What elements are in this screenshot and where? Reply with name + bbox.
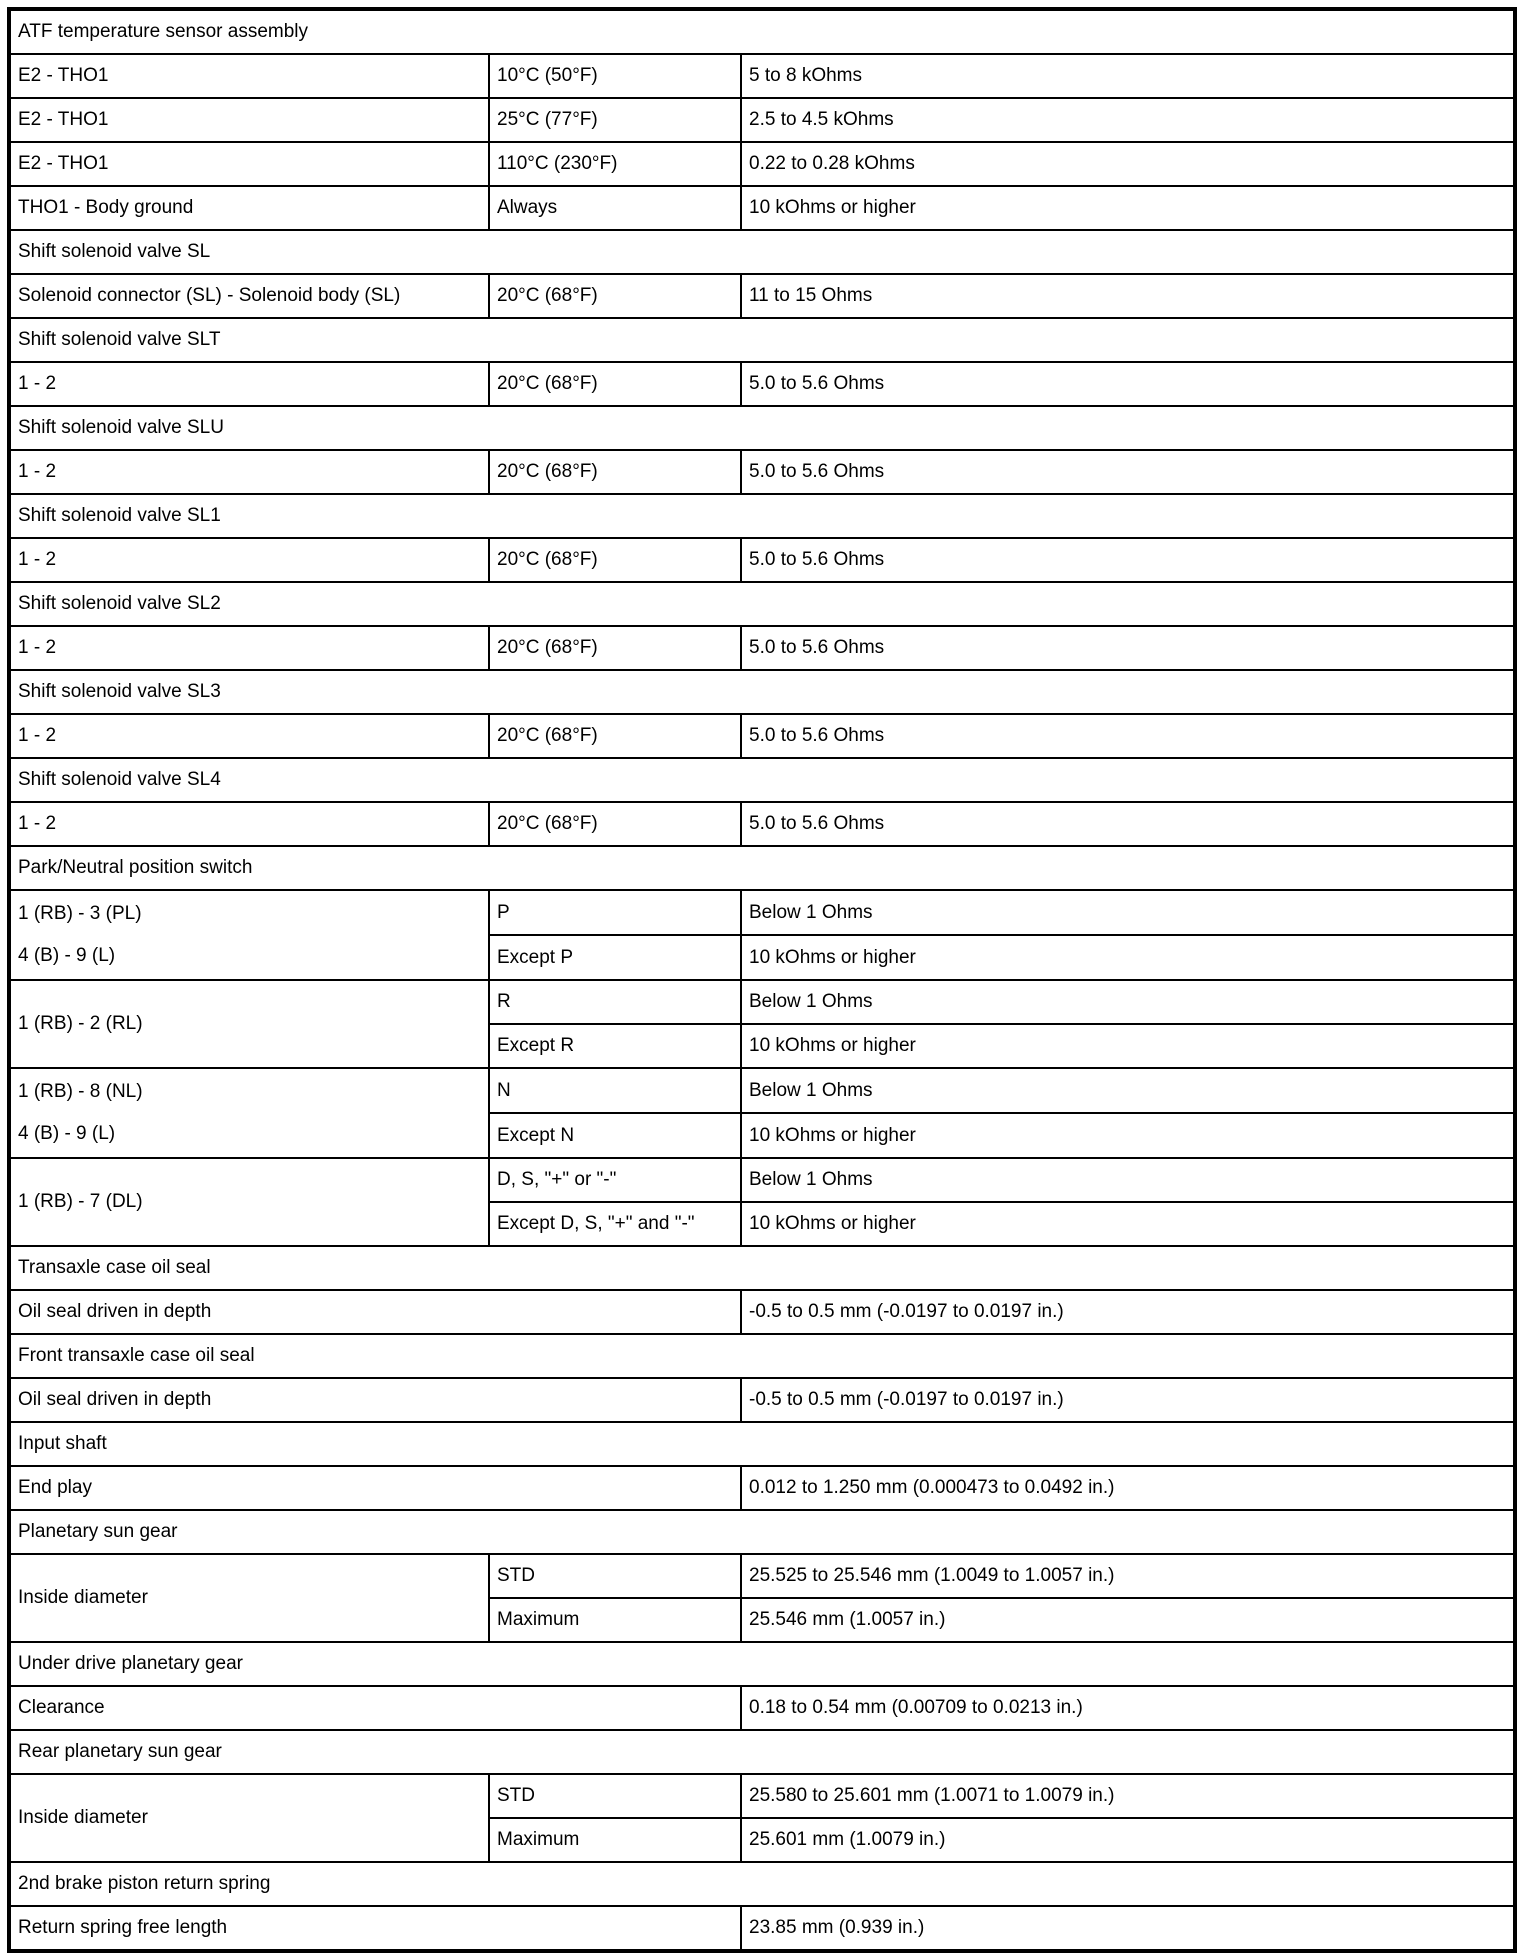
section-title-cell: Planetary sun gear	[9, 1510, 1515, 1554]
spec-cell: 0.012 to 1.250 mm (0.000473 to 0.0492 in.)	[741, 1466, 1515, 1510]
spec-cell: -0.5 to 0.5 mm (-0.0197 to 0.0197 in.)	[741, 1378, 1515, 1422]
section-title-cell: 2nd brake piston return spring	[9, 1862, 1515, 1906]
spec-cell: 1 - 2	[9, 626, 489, 670]
spec-cell: Except R	[489, 1024, 741, 1068]
spec-cell: 0.22 to 0.28 kOhms	[741, 142, 1515, 186]
spec-row	[9, 274, 1515, 318]
spec-cell-line: 4 (B) - 9 (L)	[18, 1123, 116, 1145]
spec-cell	[9, 1068, 489, 1158]
spec-cell: 10 kOhms or higher	[741, 1024, 1515, 1068]
spec-cell: Inside diameter	[9, 1554, 489, 1642]
spec-cell: 20°C (68°F)	[489, 714, 741, 758]
spec-cell	[9, 890, 489, 980]
spec-cell: 20°C (68°F)	[489, 538, 741, 582]
spec-cell: THO1 - Body ground	[9, 186, 489, 230]
spec-cell: Except N	[489, 1113, 741, 1158]
spec-row	[9, 142, 1515, 186]
section-title-cell: Input shaft	[9, 1422, 1515, 1466]
spec-row	[9, 980, 1515, 1024]
spec-cell: 1 - 2	[9, 802, 489, 846]
spec-cell: 2.5 to 4.5 kOhms	[741, 98, 1515, 142]
spec-cell: Solenoid connector (SL) - Solenoid body (SL)	[9, 274, 489, 318]
spec-cell: Below 1 Ohms	[741, 1158, 1515, 1202]
section-row	[9, 9, 1515, 54]
spec-cell: 1 (RB) - 7 (DL)	[9, 1158, 489, 1246]
spec-row	[9, 802, 1515, 846]
spec-cell: 25.546 mm (1.0057 in.)	[741, 1598, 1515, 1642]
spec-cell: 1 - 2	[9, 362, 489, 406]
spec-cell: 5.0 to 5.6 Ohms	[741, 714, 1515, 758]
spec-cell: Below 1 Ohms	[741, 890, 1515, 935]
spec-cell: 5.0 to 5.6 Ohms	[741, 802, 1515, 846]
section-row	[9, 1422, 1515, 1466]
section-title-cell: Front transaxle case oil seal	[9, 1334, 1515, 1378]
spec-cell: Below 1 Ohms	[741, 980, 1515, 1024]
section-row	[9, 1862, 1515, 1906]
spec-row	[9, 362, 1515, 406]
section-row	[9, 758, 1515, 802]
spec-cell: 20°C (68°F)	[489, 362, 741, 406]
spec-cell: Oil seal driven in depth	[9, 1290, 741, 1334]
section-title-cell: Shift solenoid valve SL2	[9, 582, 1515, 626]
spec-cell-line: 1 (RB) - 3 (PL)	[18, 903, 142, 925]
spec-cell: 25.525 to 25.546 mm (1.0049 to 1.0057 in.)	[741, 1554, 1515, 1598]
spec-row	[9, 186, 1515, 230]
section-title-cell: Transaxle case oil seal	[9, 1246, 1515, 1290]
section-title-cell: Shift solenoid valve SL1	[9, 494, 1515, 538]
spec-cell: 10 kOhms or higher	[741, 186, 1515, 230]
spec-cell-line: 4 (B) - 9 (L)	[18, 945, 116, 967]
spec-cell: Clearance	[9, 1686, 741, 1730]
section-row	[9, 1730, 1515, 1774]
section-row	[9, 582, 1515, 626]
spec-row	[9, 626, 1515, 670]
spec-cell: 25.580 to 25.601 mm (1.0071 to 1.0079 in.)	[741, 1774, 1515, 1818]
section-title-cell: Shift solenoid valve SL3	[9, 670, 1515, 714]
section-row	[9, 1246, 1515, 1290]
spec-row	[9, 54, 1515, 98]
spec-cell: D, S, "+" or "-"	[489, 1158, 741, 1202]
spec-cell: 5 to 8 kOhms	[741, 54, 1515, 98]
spec-row	[9, 1686, 1515, 1730]
section-title-cell: Rear planetary sun gear	[9, 1730, 1515, 1774]
section-row	[9, 406, 1515, 450]
spec-row	[9, 538, 1515, 582]
spec-cell: 10 kOhms or higher	[741, 935, 1515, 980]
spec-cell: 1 - 2	[9, 538, 489, 582]
spec-row	[9, 1774, 1515, 1818]
spec-cell: -0.5 to 0.5 mm (-0.0197 to 0.0197 in.)	[741, 1290, 1515, 1334]
spec-cell: 20°C (68°F)	[489, 626, 741, 670]
section-row	[9, 846, 1515, 890]
spec-cell: Oil seal driven in depth	[9, 1378, 741, 1422]
spec-cell: E2 - THO1	[9, 142, 489, 186]
spec-cell: 11 to 15 Ohms	[741, 274, 1515, 318]
section-title-cell: Shift solenoid valve SL	[9, 230, 1515, 274]
spec-row	[9, 890, 1515, 935]
spec-cell: 25°C (77°F)	[489, 98, 741, 142]
spec-cell: 10°C (50°F)	[489, 54, 741, 98]
spec-cell: 1 - 2	[9, 714, 489, 758]
spec-row	[9, 1466, 1515, 1510]
spec-row	[9, 450, 1515, 494]
spec-cell: 1 (RB) - 2 (RL)	[9, 980, 489, 1068]
spec-cell: 110°C (230°F)	[489, 142, 741, 186]
spec-row	[9, 1158, 1515, 1202]
section-row	[9, 670, 1515, 714]
spec-cell: 5.0 to 5.6 Ohms	[741, 362, 1515, 406]
spec-row	[9, 1290, 1515, 1334]
spec-cell: N	[489, 1068, 741, 1113]
section-row	[9, 318, 1515, 362]
spec-row	[9, 98, 1515, 142]
spec-cell: End play	[9, 1466, 741, 1510]
spec-row	[9, 1068, 1515, 1113]
section-title-cell: Shift solenoid valve SLT	[9, 318, 1515, 362]
spec-row	[9, 1378, 1515, 1422]
spec-cell: Below 1 Ohms	[741, 1068, 1515, 1113]
section-row	[9, 1334, 1515, 1378]
spec-cell: 5.0 to 5.6 Ohms	[741, 538, 1515, 582]
section-row	[9, 1510, 1515, 1554]
spec-cell: Always	[489, 186, 741, 230]
spec-cell: R	[489, 980, 741, 1024]
spec-row	[9, 1906, 1515, 1951]
spec-row	[9, 714, 1515, 758]
spec-table	[7, 7, 1517, 1953]
spec-cell: Except P	[489, 935, 741, 980]
section-title-cell: ATF temperature sensor assembly	[9, 9, 1515, 54]
spec-cell: 23.85 mm (0.939 in.)	[741, 1906, 1515, 1951]
section-row	[9, 1642, 1515, 1686]
section-title-cell: Shift solenoid valve SLU	[9, 406, 1515, 450]
spec-cell: 1 - 2	[9, 450, 489, 494]
spec-cell: 20°C (68°F)	[489, 802, 741, 846]
spec-cell: 5.0 to 5.6 Ohms	[741, 626, 1515, 670]
spec-cell: 20°C (68°F)	[489, 450, 741, 494]
spec-cell: 10 kOhms or higher	[741, 1113, 1515, 1158]
spec-cell: Maximum	[489, 1818, 741, 1862]
spec-cell: Return spring free length	[9, 1906, 741, 1951]
spec-cell: Inside diameter	[9, 1774, 489, 1862]
spec-cell: Except D, S, "+" and "-"	[489, 1202, 741, 1246]
spec-cell: 25.601 mm (1.0079 in.)	[741, 1818, 1515, 1862]
section-title-cell: Under drive planetary gear	[9, 1642, 1515, 1686]
section-title-cell: Shift solenoid valve SL4	[9, 758, 1515, 802]
spec-cell: 0.18 to 0.54 mm (0.00709 to 0.0213 in.)	[741, 1686, 1515, 1730]
spec-cell: STD	[489, 1554, 741, 1598]
spec-cell: 20°C (68°F)	[489, 274, 741, 318]
section-row	[9, 230, 1515, 274]
spec-cell-line: 1 (RB) - 8 (NL)	[18, 1081, 143, 1103]
spec-row	[9, 1554, 1515, 1598]
section-row	[9, 494, 1515, 538]
spec-cell: 10 kOhms or higher	[741, 1202, 1515, 1246]
spec-cell: 5.0 to 5.6 Ohms	[741, 450, 1515, 494]
spec-table-body	[9, 9, 1515, 1951]
spec-cell: E2 - THO1	[9, 98, 489, 142]
spec-cell: STD	[489, 1774, 741, 1818]
spec-cell: E2 - THO1	[9, 54, 489, 98]
section-title-cell: Park/Neutral position switch	[9, 846, 1515, 890]
spec-cell: Maximum	[489, 1598, 741, 1642]
spec-cell: P	[489, 890, 741, 935]
